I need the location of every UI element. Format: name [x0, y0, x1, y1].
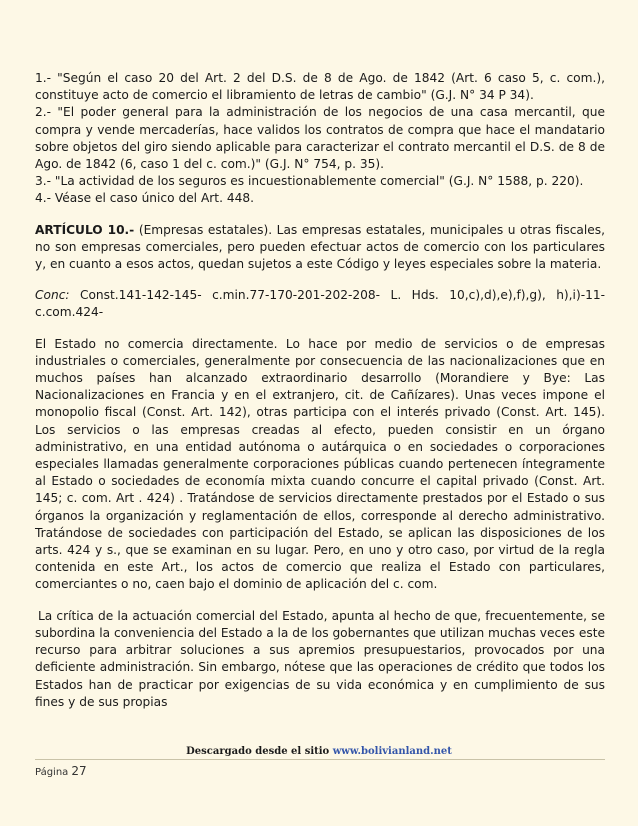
page-body [35, 70, 605, 711]
note-4: 4.- Véase el caso único del Art. 448. [35, 191, 254, 206]
concordance-label: Conc: [35, 288, 70, 303]
note-2: 2.- "El poder general para la administración de los negocios de una casa mercantil, que compra y vende mercaderías, hace validos los contratos de compra que hace el mandatario sobre objetos del giro siendo aplicable para caracterizar el contrato mercantil el D.S. de 8 de Ago. de 1842 (6, caso 1 del c. com.)" (G.J. N° 754, p. 35). [35, 105, 605, 172]
download-text: Descargado desde el sitio [186, 746, 333, 757]
concordance-paragraph [35, 287, 605, 321]
download-link[interactable]: www.bolivianland.net [332, 746, 452, 757]
footer-divider [35, 759, 605, 760]
article-heading: ARTÍCULO 10.- [35, 222, 135, 237]
note-3: 3.- "La actividad de los seguros es incuestionablemente comercial" (G.J. N° 1588, p. 220). [35, 174, 584, 189]
concordance-text: Const.141-142-145- c.min.77-170-201-202-208- L. Hds. 10,c),d),e),f),g), h),i)-11- c.com.424- [35, 288, 605, 320]
article-body: (Empresas estatales). Las empresas estatales, municipales u otras fiscales, no son empresas comerciales, pero pueden efectuar actos de comercio con los particulares y, en cuanto a esos actos, quedan sujetos a este Código y leyes especiales sobre la materia. [35, 222, 605, 272]
commentary-paragraph-1: El Estado no comercia directamente. Lo hace por medio de servicios o de empresas industriales o comerciales, generalmente por consecuencia de las nacionalizaciones que en muchos países han alcanzado extraordinario desarrollo (Morandiere y Bye: Las Nacionalizaciones en Francia y en el extranjero, cit. de Cañízares). Unas veces impone el monopolio fiscal (Const. Art. 142), otras participa con el interés privado (Const. Art. 145). Los servicios o las empresas creadas al efecto, pueden consistir en un órgano administrativo, en una entidad autónoma o autárquica o en sociedades o corporaciones especiales llamadas generalmente corporaciones públicas cuando pertenecen íntegramente al Estado o sociedades de economía mixta cuando concurre el capital privado (Const. Art. 145; c. com. Art . 424) . Tratándose de servicios directamente prestados por el Estado o sus órganos la organización y reglamentación de ellos, corresponde al derecho administrativo. Tratándose de sociedades con participación del Estado, se aplican las disposiciones de los arts. 424 y s., que se examinan en su lugar. Pero, en uno y otro caso, por virtud de la regla contenida en este Art., los actos de comercio que realiza el Estado con particulares, comerciantes o no, caen bajo el dominio de aplicación del c. com. [35, 336, 605, 592]
note-1: 1.- "Según el caso 20 del Art. 2 del D.S. de 8 de Ago. de 1842 (Art. 6 caso 5, c. com.), constituye acto de comercio el libramiento de letras de cambio" (G.J. N° 34 P 34). [35, 71, 605, 103]
page-label: Página [35, 767, 69, 778]
page-number-value: 27 [71, 764, 87, 778]
page-number [35, 764, 87, 778]
download-notice [0, 746, 638, 757]
article-paragraph [35, 222, 605, 274]
commentary-paragraph-2: La crítica de la actuación comercial del Estado, apunta al hecho de que, frecuentemente, se subordina la conveniencia del Estado a la de los gobernantes que utilizan muchas veces este recurso para arbitrar soluciones a sus apremios presupuestarios, provocados por una deficiente administración. Sin embargo, nótese que las operaciones de crédito que todos los Estados han de practicar por exigencias de su vida económica y en cumplimiento de sus fines y de sus propias [35, 608, 606, 709]
